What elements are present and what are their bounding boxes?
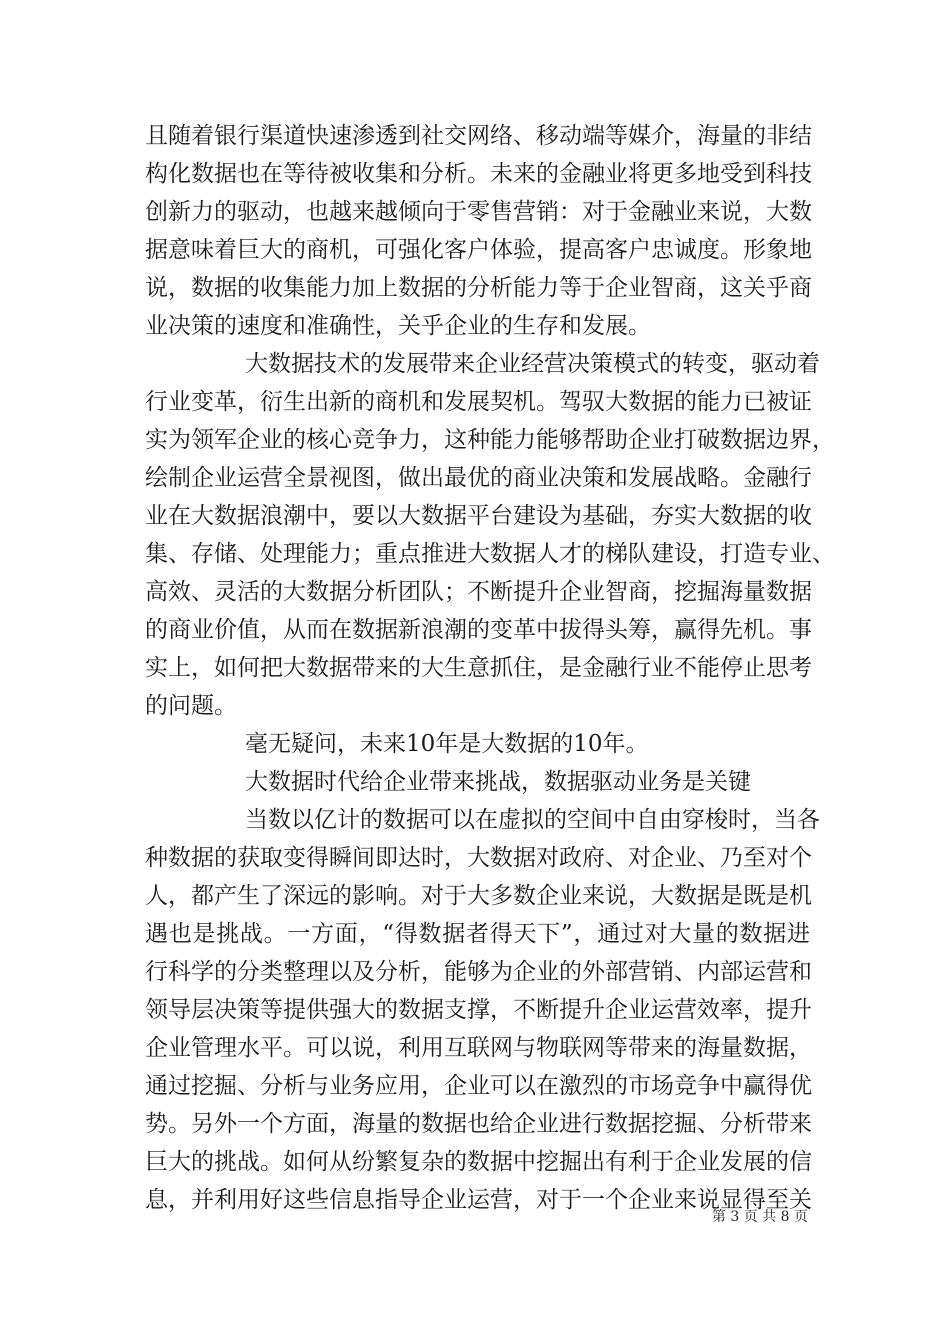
text-line: 大数据技术的发展带来企业经营决策模式的转变，驱动着 [245,351,820,377]
text-line: 构化数据也在等待被收集和分析。未来的金融业将更多地受到科技 [145,161,812,187]
text-line: 说，数据的收集能力加上数据的分析能力等于企业智商，这关乎商 [145,275,812,301]
section-heading: 大数据时代给企业带来挑战，数据驱动业务是关键 [245,769,751,795]
text-line: 创新力的驱动，也越来越倾向于零售营销：对于金融业来说，大数 [145,199,812,225]
text-line: 势。另外一个方面，海量的数据也给企业进行数据挖掘、分析带来 [145,1111,812,1137]
text-line: 的问题。 [145,693,237,719]
page-number: 第 3 页 共 8 页 [711,1209,808,1225]
text-line: 领导层决策等提供强大的数据支撑，不断提升企业运营效率，提升 [145,997,812,1023]
text-line: 毫无疑问，未来10年是大数据的10年。 [245,731,649,757]
text-line: 企业管理水平。可以说，利用互联网与物联网等带来的海量数据， [145,1035,812,1061]
text-line: 种数据的获取变得瞬间即达时，大数据对政府、对企业、乃至对个 [145,845,812,871]
text-line: 高效、灵活的大数据分析团队；不断提升企业智商，挖掘海量数据 [145,579,812,605]
text-line: 行业变革，衍生出新的商机和发展契机。驾驭大数据的能力已被证 [145,389,812,415]
text-line: 行科学的分类整理以及分析，能够为企业的外部营销、内部运营和 [145,959,812,985]
text-line: 巨大的挑战。如何从纷繁复杂的数据中挖掘出有利于企业发展的信 [145,1149,812,1175]
text-line: 且随着银行渠道快速渗透到社交网络、移动端等媒介，海量的非结 [145,123,812,149]
text-line: 业在大数据浪潮中，要以大数据平台建设为基础，夯实大数据的收 [145,503,812,529]
text-line: 当数以亿计的数据可以在虚拟的空间中自由穿梭时，当各 [245,807,820,833]
text-line: 人，都产生了深远的影响。对于大多数企业来说，大数据是既是机 [145,883,812,909]
text-line: 遇也是挑战。一方面，“得数据者得天下”，通过对大量的数据进 [145,921,810,947]
text-line: 实为领军企业的核心竞争力，这种能力能够帮助企业打破数据边界， [145,427,835,453]
text-line: 业决策的速度和准确性，关乎企业的生存和发展。 [145,313,651,339]
text-line: 绘制企业运营全景视图，做出最优的商业决策和发展战略。金融行 [145,465,812,491]
text-line: 通过挖掘、分析与业务应用，企业可以在激烈的市场竞争中赢得优 [145,1073,812,1099]
text-line: 的商业价值，从而在数据新浪潮的变革中拔得头筹，赢得先机。事 [145,617,812,643]
text-line: 息，并利用好这些信息指导企业运营，对于一个企业来说显得至关 [145,1187,812,1213]
text-line: 实上，如何把大数据带来的大生意抓住，是金融行业不能停止思考 [145,655,812,681]
text-line: 据意味着巨大的商机，可强化客户体验，提高客户忠诚度。形象地 [145,237,812,263]
text-line: 集、存储、处理能力；重点推进大数据人才的梯队建设，打造专业、 [145,541,835,567]
